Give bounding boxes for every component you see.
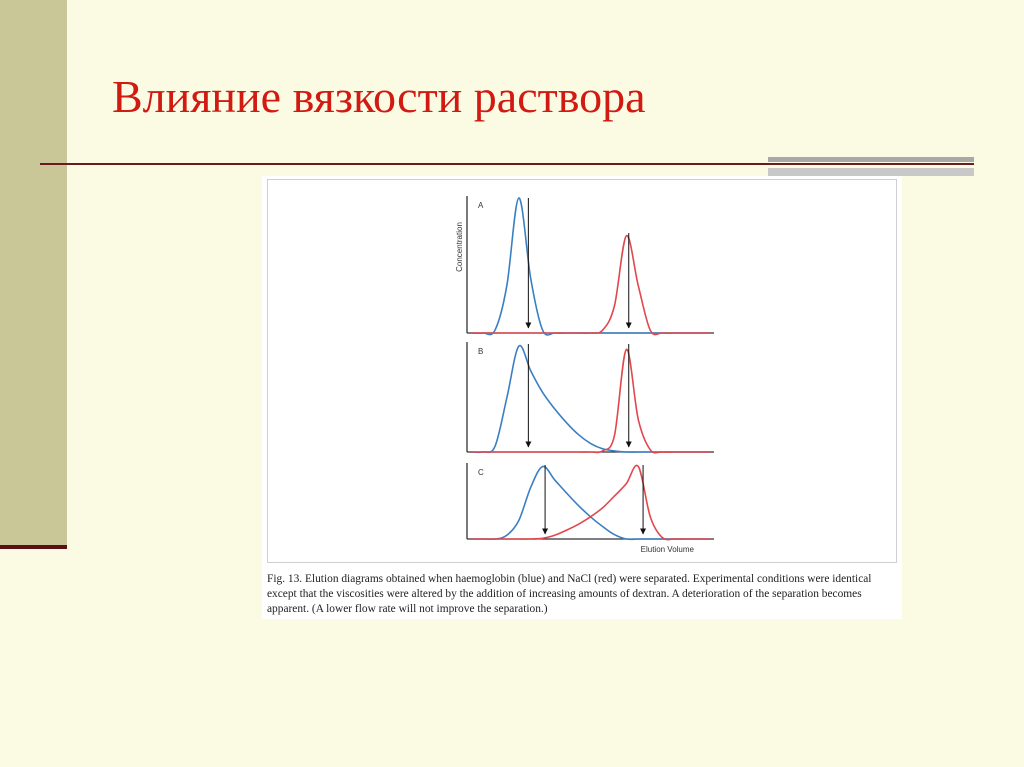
title-rule bbox=[40, 163, 974, 165]
x-axis-label: Elution Volume bbox=[640, 545, 694, 554]
panel-C-series-1-line bbox=[471, 466, 710, 539]
panel-C-label: C bbox=[478, 468, 484, 477]
panel-A-label: A bbox=[478, 201, 484, 210]
left-decor-band bbox=[0, 0, 67, 545]
y-axis-label: Concentration bbox=[455, 222, 464, 272]
decor-bar-light bbox=[768, 168, 974, 176]
panel-B-series-1-line bbox=[471, 346, 710, 453]
elution-diagrams bbox=[262, 176, 902, 571]
figure-caption: Fig. 13. Elution diagrams obtained when haemoglobin (blue) and NaCl (red) were separated. Experimental conditions were identical except that the viscosities were altered by the addition of increasing amounts of dextran. A deterioration of the separation becomes apparent. (A lower flow rate will not improve the separation.) bbox=[267, 573, 872, 615]
panel-C-series-2-line bbox=[471, 465, 710, 539]
left-decor-line bbox=[0, 545, 67, 549]
panel-B-label: B bbox=[478, 347, 484, 356]
panel-A-series-1-line bbox=[471, 198, 710, 335]
decor-bar-dark bbox=[768, 157, 974, 162]
slide-title: Влияние вязкости раствора bbox=[112, 71, 646, 122]
